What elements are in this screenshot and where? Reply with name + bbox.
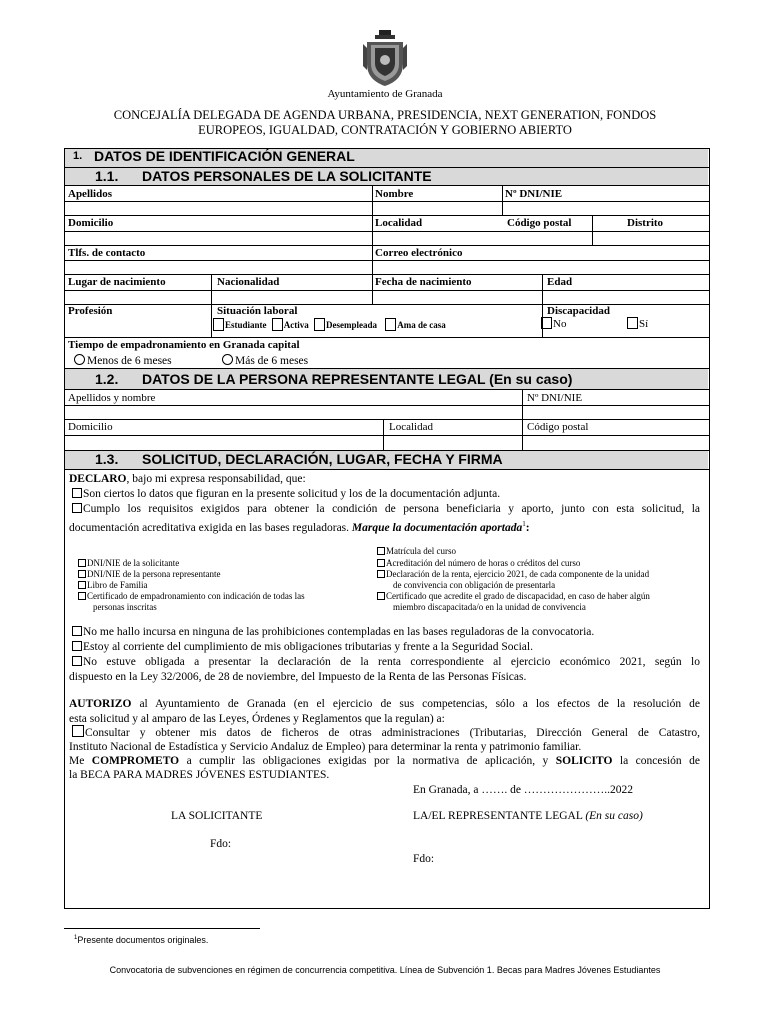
label-situacion-laboral: Situación laboral (217, 305, 298, 317)
place-date-line: En Granada, a ……. de …………………..2022 (413, 784, 634, 796)
footnote-separator (64, 928, 260, 929)
field-localidad-cp[interactable] (374, 232, 591, 245)
label-nombre: Nombre (375, 188, 414, 200)
section-1-number: 1. (73, 150, 83, 162)
doc-matricula[interactable]: Matrícula del curso (377, 546, 456, 557)
checkbox-desempleada[interactable]: Desempleada (314, 320, 377, 330)
label-domicilio: Domicilio (68, 217, 114, 229)
autorizo-line-2: esta solicitud y al amparo de las Leyes, Órdenes y Reglamentos que la regulan) a: (69, 713, 445, 725)
label-rep-localidad: Localidad (389, 421, 433, 433)
label-profesion: Profesión (68, 305, 113, 317)
coat-of-arms-logo (361, 30, 409, 88)
department-line-2: EUROPEOS, IGUALDAD, CONTRATACIÓN Y GOBIERNO ABIERTO (198, 123, 572, 137)
label-distrito: Distrito (627, 217, 664, 229)
field-rep-domicilio[interactable] (66, 436, 382, 449)
checkbox-decl-obligaciones[interactable]: Estoy al corriente del cumplimiento de mis obligaciones tributarias y frente a la Seguridad Social. (72, 640, 533, 655)
label-codigo-postal: Código postal (507, 217, 572, 229)
field-rep-codigo-postal[interactable] (524, 436, 707, 449)
field-nacionalidad[interactable] (213, 291, 371, 304)
situacion-options (213, 318, 446, 331)
label-rep-domicilio: Domicilio (68, 421, 113, 433)
label-localidad: Localidad (375, 217, 423, 229)
section-1-2-title: DATOS DE LA PERSONA REPRESENTANTE LEGAL (En su caso) (142, 371, 573, 387)
doc-declaracion-renta-cont: de convivencia con obligación de presentarla (393, 580, 556, 590)
section-1-3-title: SOLICITUD, DECLARACIÓN, LUGAR, FECHA Y FIRMA (142, 451, 503, 467)
field-domicilio[interactable] (66, 232, 371, 245)
signature-area-solicitante[interactable] (160, 852, 340, 897)
checkbox-consultar-datos[interactable]: Consultar y obtener mis datos de ficheros de otras administraciones (Tributarias, Dirección General de Catastro, (72, 725, 700, 741)
section-1-3-number: 1.3. (95, 451, 119, 467)
doc-discapacidad[interactable]: Certificado que acredite el grado de discapacidad, en caso de haber algún (377, 591, 650, 602)
label-correo: Correo electrónico (375, 247, 463, 259)
field-lugar-nacimiento[interactable] (66, 291, 210, 304)
field-nombre[interactable] (374, 202, 501, 215)
footnote: $^1$Presente documentos originales. (74, 935, 209, 945)
field-rep-localidad[interactable] (385, 436, 521, 449)
label-apellidos: Apellidos (68, 188, 113, 200)
checkbox-decl-prohibiciones[interactable]: No me hallo incursa en ninguna de las prohibiciones contempladas en las bases reguladoras de la convocatoria. (72, 625, 594, 640)
checkbox-discapacidad-si[interactable]: Sí (627, 317, 648, 330)
doc-empadronamiento[interactable]: Certificado de empadronamiento con indicación de todas las (78, 591, 305, 602)
decl-renta-cont: dispuesto en la Ley 32/2006, de 28 de noviembre, del Impuesto de la Renta de las Personas Físicas. (69, 671, 527, 683)
department-line-1: CONCEJALÍA DELEGADA DE AGENDA URBANA, PRESIDENCIA, NEXT GENERATION, FONDOS (113, 108, 657, 122)
signature-label-representante: LA/EL REPRESENTANTE LEGAL (En su caso) (413, 810, 643, 822)
label-rep-codigo-postal: Código postal (527, 421, 589, 433)
field-edad[interactable] (544, 291, 707, 304)
checkbox-decl-requisitos[interactable]: Cumplo los requisitos exigidos para obtener la condición de persona beneficiaria y aporto, junto con esta solicitud, la (72, 502, 700, 517)
checkbox-ama-de-casa[interactable]: Ama de casa (385, 320, 446, 330)
decl-requisitos-cont: documentación acreditativa exigida en las bases reguladoras. Marque la documentación aportada$^1$: (69, 520, 530, 534)
autorizo-line-1: AUTORIZO al Ayuntamiento de Granada (en el ejercicio de sus competencias, sólo a los efectos de la resolución de (69, 698, 700, 710)
label-edad: Edad (547, 276, 573, 288)
label-telefonos: Tlfs. de contacto (68, 247, 146, 259)
label-empadronamiento: Tiempo de empadronamiento en Granada capital (68, 339, 300, 351)
radio-mas-6-meses[interactable]: Más de 6 meses (222, 354, 308, 367)
field-profesion[interactable] (66, 318, 210, 336)
field-fecha-nacimiento[interactable] (374, 291, 541, 304)
doc-dni-solicitante[interactable]: DNI/NIE de la solicitante (78, 558, 179, 569)
section-1-1-title: DATOS PERSONALES DE LA SOLICITANTE (142, 168, 432, 184)
page-footer: Convocatoria de subvenciones en régimen de concurrencia competitiva. Línea de Subvención 1. Becas para Madres Jóvenes Estudiantes (109, 965, 661, 975)
field-distrito[interactable] (594, 232, 707, 245)
doc-discapacidad-cont: miembro discapacitada/o en la unidad de convivencia (393, 602, 586, 612)
field-correo[interactable] (374, 261, 707, 274)
section-1-1-number: 1.1. (95, 168, 119, 184)
doc-libro-familia[interactable]: Libro de Familia (78, 580, 148, 591)
signature-area-representante[interactable] (440, 866, 660, 900)
field-rep-dni[interactable] (524, 406, 707, 419)
declaro-intro: DECLARO, bajo mi expresa responsabilidad, que: (69, 473, 306, 485)
checkbox-decl-datos[interactable]: Son ciertos lo datos que figuran en la presente solicitud y los de la documentación adjunta. (72, 487, 500, 502)
checkbox-decl-renta[interactable]: No estuve obligada a presentar la declaración de la renta correspondiente al ejercicio económico 2021, según lo (72, 655, 700, 670)
label-discapacidad: Discapacidad (547, 305, 610, 317)
label-lugar-nacimiento: Lugar de nacimiento (68, 276, 166, 288)
checkbox-estudiante[interactable]: Estudiante (213, 320, 267, 330)
council-name: Ayuntamiento de Granada (327, 88, 443, 100)
doc-declaracion-renta[interactable]: Declaración de la renta, ejercicio 2021, de cada componente de la unidad (377, 569, 649, 580)
section-1-2-number: 1.2. (95, 371, 119, 387)
doc-empadronamiento-cont: personas inscritas (93, 602, 157, 612)
checkbox-activa[interactable]: Activa (272, 320, 309, 330)
label-dni: Nº DNI/NIE (505, 188, 563, 200)
field-telefonos[interactable] (66, 261, 371, 274)
label-rep-apellidos-nombre: Apellidos y nombre (68, 392, 156, 404)
consultar-cont: Instituto Nacional de Estadística y Servicio Andaluz de Empleo) para determinar la renta y patrimonio familiar. (69, 741, 582, 753)
label-fecha-nacimiento: Fecha de nacimiento (375, 276, 472, 288)
fdo-solicitante: Fdo: (210, 838, 232, 850)
field-rep-apellidos-nombre[interactable] (66, 406, 521, 419)
comprometo-line: Me COMPROMETO a cumplir las obligaciones exigidas por la normativa de aplicación, y SOLICITO la concesión de (69, 755, 700, 767)
section-1-title: DATOS DE IDENTIFICACIÓN GENERAL (94, 148, 355, 164)
doc-acreditacion-horas[interactable]: Acreditación del número de horas o créditos del curso (377, 558, 580, 569)
checkbox-discapacidad-no[interactable]: No (541, 317, 566, 330)
radio-menos-6-meses[interactable]: Menos de 6 meses (74, 354, 172, 367)
doc-dni-representante[interactable]: DNI/NIE de la persona representante (78, 569, 220, 580)
beca-line: la BECA PARA MADRES JÓVENES ESTUDIANTES. (69, 769, 330, 781)
field-apellidos[interactable] (66, 202, 371, 215)
label-rep-dni: Nº DNI/NIE (527, 392, 583, 404)
label-nacionalidad: Nacionalidad (217, 276, 280, 288)
signature-label-solicitante: LA SOLICITANTE (171, 810, 263, 822)
fdo-representante: Fdo: (413, 853, 435, 865)
field-dni[interactable] (504, 202, 707, 215)
